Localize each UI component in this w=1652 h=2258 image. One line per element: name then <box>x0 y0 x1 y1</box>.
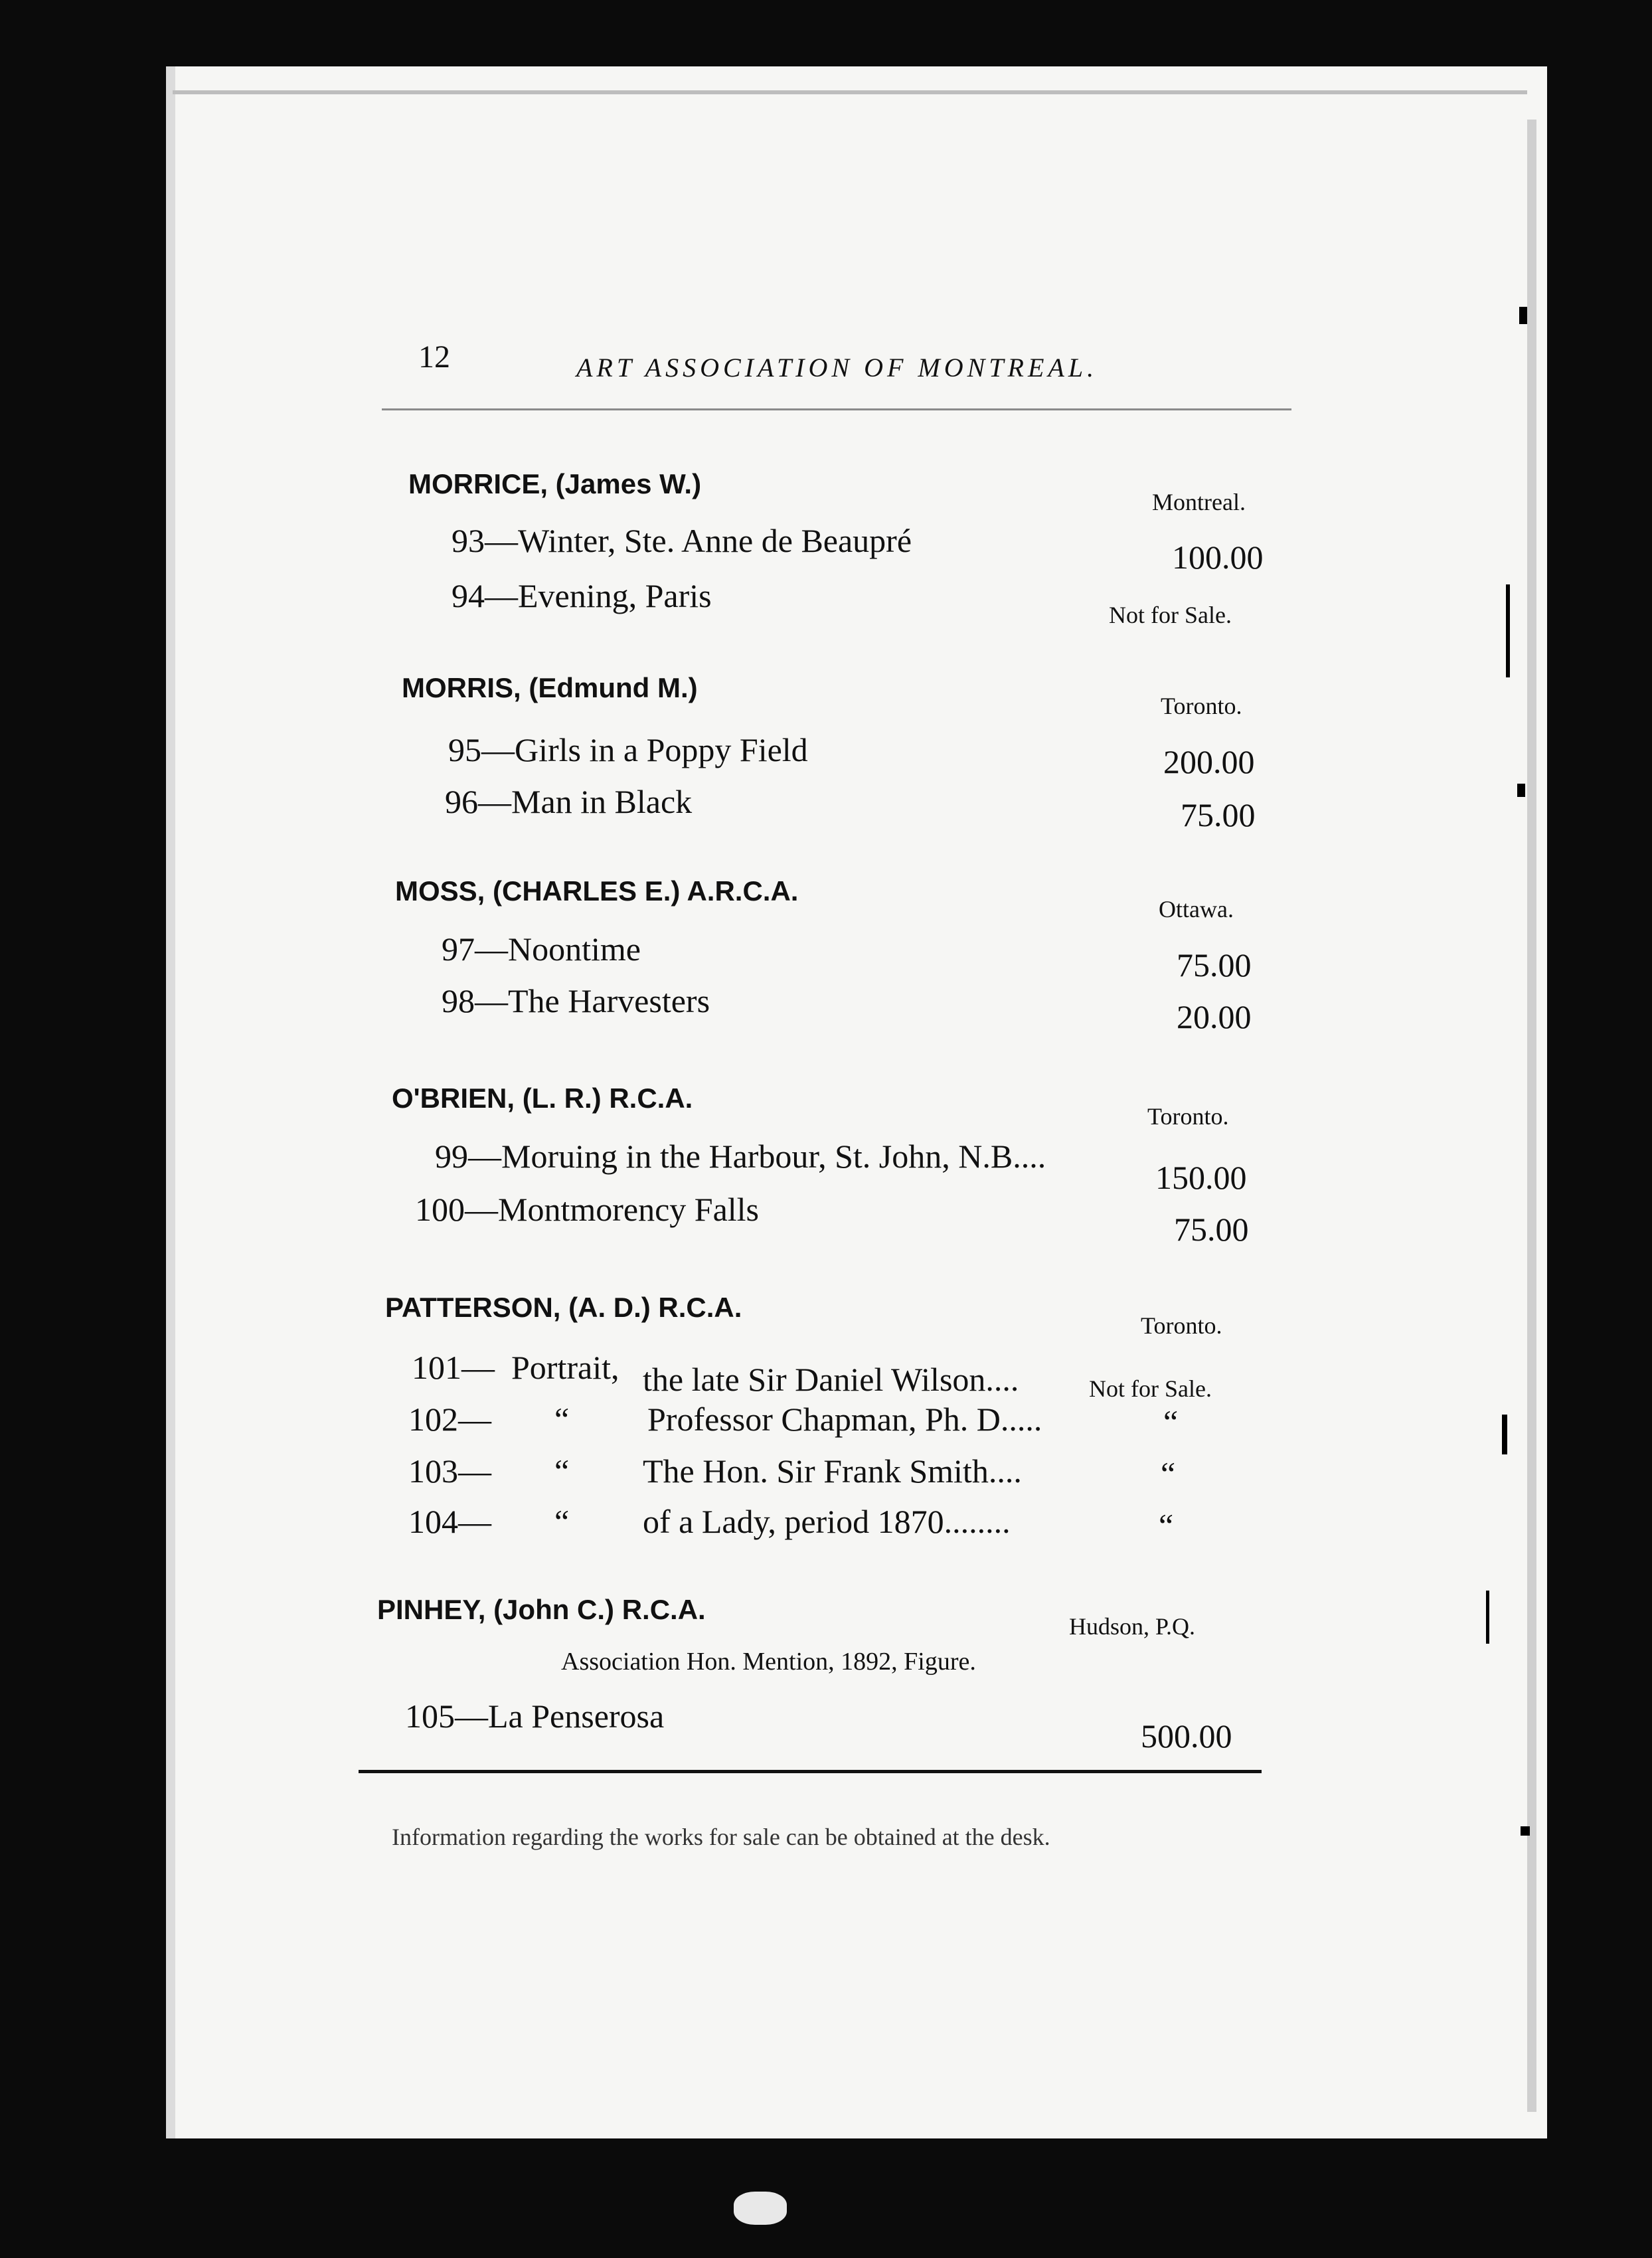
work-number: 103— <box>408 1452 491 1490</box>
artist-location: Toronto. <box>1141 1312 1222 1339</box>
artist-name: MOSS, (CHARLES E.) A.R.C.A. <box>395 875 799 907</box>
work-number: 101— <box>412 1349 495 1386</box>
work-prefix: Portrait, <box>511 1349 620 1386</box>
work-title: 93—Winter, Ste. Anne de Beaupré <box>452 522 912 559</box>
work-prefix: “ <box>554 1452 570 1490</box>
work-price: “ <box>1159 1507 1174 1544</box>
work-title: 96—Man in Black <box>445 783 693 820</box>
work-price: 75.00 <box>1177 946 1252 984</box>
work-title: 98—The Harvesters <box>442 982 710 1019</box>
artist-name: PATTERSON, (A. D.) R.C.A. <box>385 1292 742 1323</box>
artist-name: MORRIS, (Edmund M.) <box>402 672 698 703</box>
work-prefix: “ <box>554 1503 570 1540</box>
bottom-blemish <box>734 2192 787 2225</box>
page-number: 12 <box>418 339 450 375</box>
award-mention: Association Hon. Mention, 1892, Figure. <box>561 1648 976 1676</box>
artist-location: Ottawa. <box>1159 896 1234 922</box>
work-title: Professor Chapman, Ph. D..... <box>647 1401 1042 1438</box>
work-title: 95—Girls in a Poppy Field <box>448 731 808 768</box>
work-title: 105—La Penserosa <box>405 1697 665 1735</box>
artist-location: Toronto. <box>1161 693 1242 719</box>
artist-name: O'BRIEN, (L. R.) R.C.A. <box>392 1083 693 1114</box>
work-title: 100—Montmorency Falls <box>415 1191 760 1228</box>
work-price: 75.00 <box>1174 1211 1249 1248</box>
work-price: “ <box>1163 1403 1179 1440</box>
work-title: of a Lady, period 1870........ <box>643 1503 1011 1540</box>
artist-name: PINHEY, (John C.) R.C.A. <box>377 1594 706 1625</box>
footer-note: Information regarding the works for sale can be obtained at the desk. <box>392 1824 1050 1850</box>
facing-page-edge <box>1527 120 1536 2112</box>
artist-location: Montreal. <box>1152 489 1246 515</box>
work-prefix: “ <box>554 1401 570 1438</box>
work-price: 500.00 <box>1141 1717 1232 1755</box>
running-title: ART ASSOCIATION OF MONTREAL. <box>576 353 1098 383</box>
work-price: 150.00 <box>1155 1159 1247 1196</box>
work-title: The Hon. Sir Frank Smith.... <box>643 1452 1022 1490</box>
artist-location: Toronto. <box>1147 1103 1229 1130</box>
work-number: 104— <box>408 1503 491 1540</box>
artist-name: MORRICE, (James W.) <box>408 468 702 499</box>
work-price: 20.00 <box>1177 998 1252 1035</box>
work-title: the late Sir Daniel Wilson.... <box>643 1361 1019 1398</box>
header-rule <box>382 408 1291 410</box>
work-price: 75.00 <box>1181 796 1256 833</box>
work-price: 200.00 <box>1163 743 1255 780</box>
footer-rule <box>359 1770 1262 1773</box>
page-left-shadow <box>166 66 175 2138</box>
work-title: 94—Evening, Paris <box>452 577 712 614</box>
page-top-edge <box>173 90 1527 94</box>
work-price: Not for Sale. <box>1109 602 1232 628</box>
work-title: 97—Noontime <box>442 930 641 968</box>
work-title: 99—Moruing in the Harbour, St. John, N.B.... <box>435 1138 1046 1175</box>
work-price: “ <box>1161 1455 1176 1492</box>
work-price: 100.00 <box>1172 539 1264 576</box>
artist-location: Hudson, P.Q. <box>1069 1613 1196 1640</box>
work-number: 102— <box>408 1401 491 1438</box>
work-price: Not for Sale. <box>1089 1375 1212 1402</box>
